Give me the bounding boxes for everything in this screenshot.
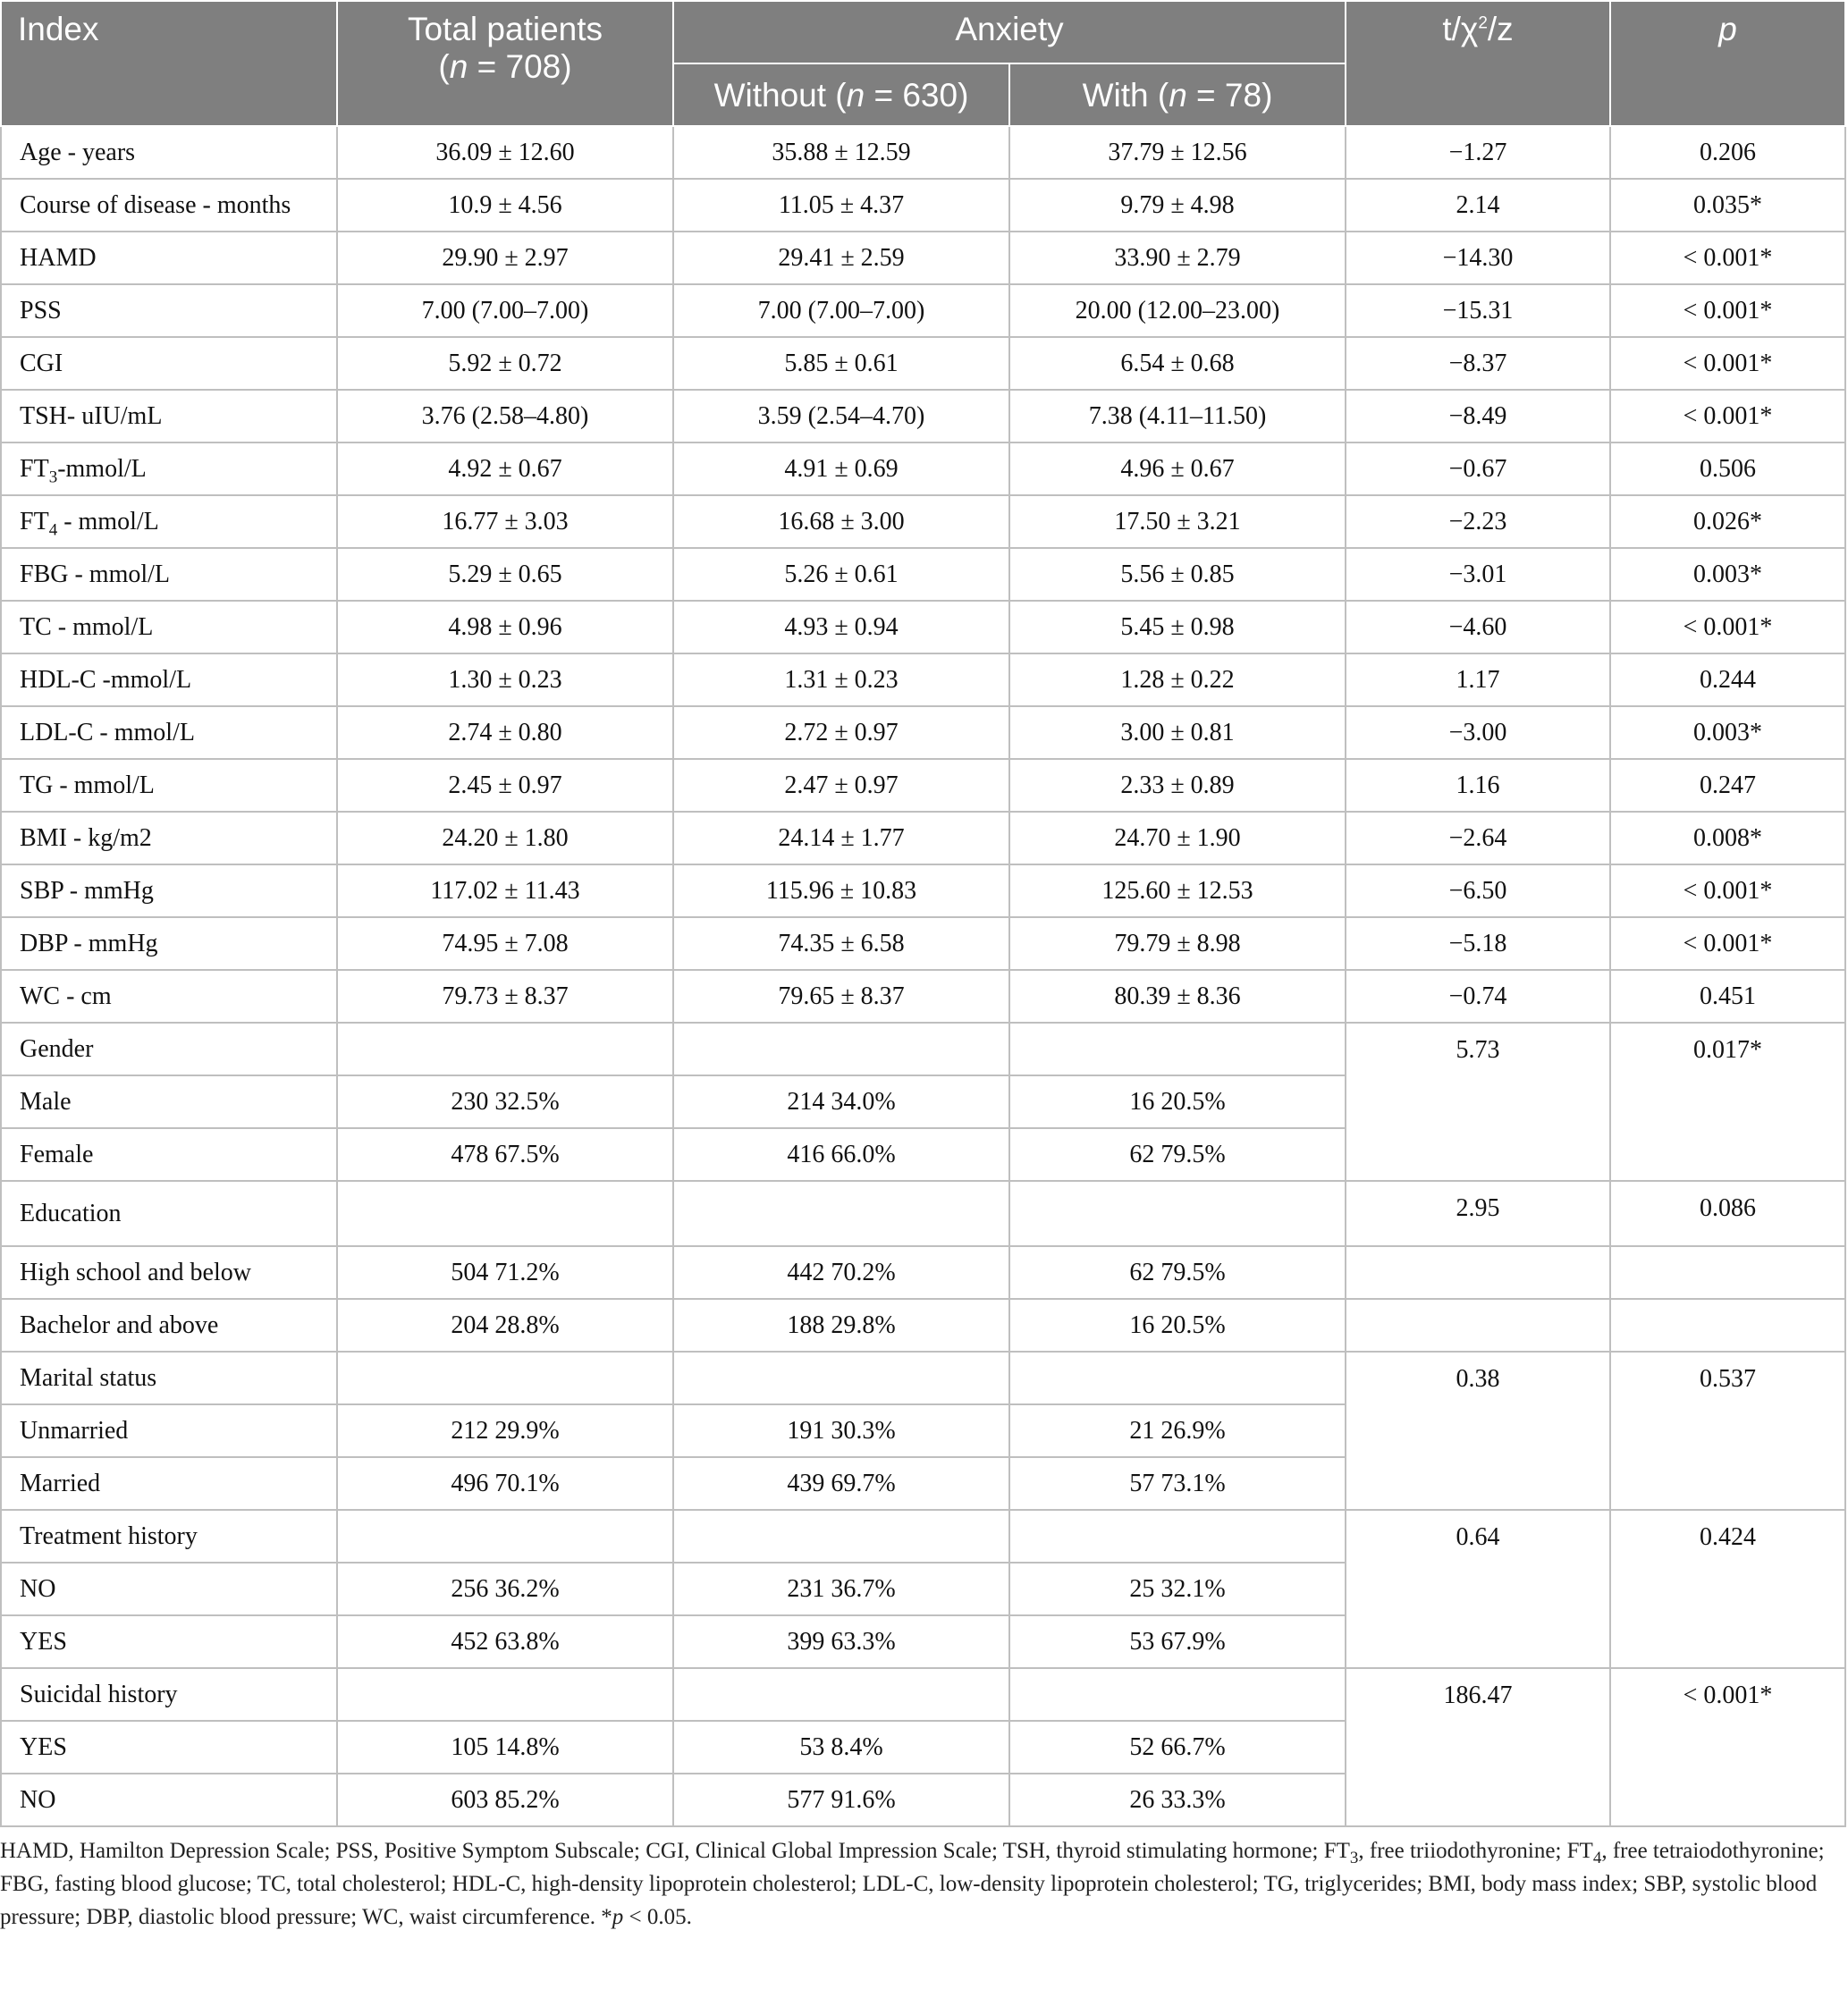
- header-total-count: = 708): [468, 48, 572, 85]
- row-label-post: - mmol/L: [57, 507, 159, 535]
- group-row: [1, 1668, 1845, 1721]
- cell-p-value: 0.003*: [1610, 548, 1845, 601]
- cell-without: 7.00 (7.00–7.00): [673, 284, 1009, 337]
- cell-total: 10.9 ± 4.56: [337, 179, 673, 232]
- cell-with: 2.33 ± 0.89: [1009, 759, 1346, 812]
- cell-p-value: 0.017*: [1610, 1023, 1845, 1181]
- cell-without: 577 91.6%: [673, 1774, 1009, 1826]
- cell-p-value: 0.451: [1610, 970, 1845, 1023]
- cell-without: 35.88 ± 12.59: [673, 126, 1009, 179]
- row-label: NO: [1, 1774, 337, 1826]
- row-label: YES: [1, 1615, 337, 1668]
- table-row: [1, 812, 1845, 864]
- cell-without: 53 8.4%: [673, 1721, 1009, 1774]
- header-without: [673, 63, 1009, 126]
- cell-with: 16 20.5%: [1009, 1075, 1346, 1128]
- cell-without: 16.68 ± 3.00: [673, 495, 1009, 548]
- row-label: BMI - kg/m2: [1, 812, 337, 864]
- cell-statistic: −6.50: [1346, 864, 1610, 917]
- row-label: FBG - mmol/L: [1, 548, 337, 601]
- cell-with: [1009, 1181, 1346, 1246]
- cell-with: [1009, 1668, 1346, 1721]
- cell-total: 117.02 ± 11.43: [337, 864, 673, 917]
- row-label: [1, 442, 337, 495]
- cell-with: 57 73.1%: [1009, 1457, 1346, 1510]
- cell-with: 62 79.5%: [1009, 1128, 1346, 1181]
- cell-total: 230 32.5%: [337, 1075, 673, 1128]
- header-total-patients: Total patients (n = 708): [337, 1, 673, 126]
- table-row: [1, 970, 1845, 1023]
- header-with: [1009, 63, 1346, 126]
- cell-with: 5.56 ± 0.85: [1009, 548, 1346, 601]
- cell-without: 4.91 ± 0.69: [673, 442, 1009, 495]
- cell-statistic: −2.23: [1346, 495, 1610, 548]
- table-header: [1, 1, 1845, 126]
- table-row: [1, 917, 1845, 970]
- group-label: Suicidal history: [1, 1668, 337, 1721]
- cell-total: 16.77 ± 3.03: [337, 495, 673, 548]
- table-footnote: [0, 1827, 1844, 1934]
- cell-total: 256 36.2%: [337, 1563, 673, 1615]
- cell-with: [1009, 1352, 1346, 1404]
- cell-without: [673, 1510, 1009, 1563]
- table-row: [1, 864, 1845, 917]
- footnote-part2: , free triiodothyronine; FT: [1358, 1839, 1593, 1863]
- row-label: Age - years: [1, 126, 337, 179]
- cell-p-value: < 0.001*: [1610, 917, 1845, 970]
- cell-total: 79.73 ± 8.37: [337, 970, 673, 1023]
- cell-with: 62 79.5%: [1009, 1246, 1346, 1299]
- cell-total: 504 71.2%: [337, 1246, 673, 1299]
- cell-total: [337, 1181, 673, 1246]
- cell-statistic: 2.14: [1346, 179, 1610, 232]
- cell-statistic: −15.31: [1346, 284, 1610, 337]
- row-label: LDL-C - mmol/L: [1, 706, 337, 759]
- cell-total: 212 29.9%: [337, 1404, 673, 1457]
- group-row: [1, 1510, 1845, 1563]
- table-body: [1, 126, 1845, 1826]
- cell-statistic: 0.64: [1346, 1510, 1610, 1668]
- cell-total: 4.98 ± 0.96: [337, 601, 673, 653]
- cell-statistic: 2.95: [1346, 1181, 1610, 1246]
- cell-total: 204 28.8%: [337, 1299, 673, 1352]
- cell-statistic: [1346, 1299, 1610, 1352]
- header-with-n: n: [1169, 77, 1187, 114]
- table-row: [1, 548, 1845, 601]
- header-p-label: p: [1718, 11, 1737, 47]
- cell-without: 399 63.3%: [673, 1615, 1009, 1668]
- cell-without: 74.35 ± 6.58: [673, 917, 1009, 970]
- cell-p-value: 0.537: [1610, 1352, 1845, 1510]
- row-label: Male: [1, 1075, 337, 1128]
- cell-p-value: 0.003*: [1610, 706, 1845, 759]
- footnote-part4: < 0.05.: [623, 1905, 692, 1929]
- cell-p-value: 0.086: [1610, 1181, 1845, 1246]
- cell-with: 33.90 ± 2.79: [1009, 232, 1346, 284]
- cell-without: 2.72 ± 0.97: [673, 706, 1009, 759]
- row-label: High school and below: [1, 1246, 337, 1299]
- cell-without: 214 34.0%: [673, 1075, 1009, 1128]
- row-label: DBP - mmHg: [1, 917, 337, 970]
- footnote-sub1: 3: [1349, 1849, 1359, 1867]
- header-stat-sup: 2: [1478, 13, 1488, 33]
- cell-statistic: 186.47: [1346, 1668, 1610, 1826]
- cell-statistic: −4.60: [1346, 601, 1610, 653]
- cell-statistic: 1.16: [1346, 759, 1610, 812]
- cell-p-value: < 0.001*: [1610, 232, 1845, 284]
- cell-p-value: < 0.001*: [1610, 337, 1845, 390]
- group-label: Gender: [1, 1023, 337, 1075]
- row-label: NO: [1, 1563, 337, 1615]
- cell-without: 5.26 ± 0.61: [673, 548, 1009, 601]
- cell-statistic: [1346, 1246, 1610, 1299]
- cell-total: 603 85.2%: [337, 1774, 673, 1826]
- cell-p-value: < 0.001*: [1610, 1668, 1845, 1826]
- header-stat-post: /z: [1487, 11, 1514, 47]
- table-row: [1, 126, 1845, 179]
- cell-total: 452 63.8%: [337, 1615, 673, 1668]
- table-row: [1, 337, 1845, 390]
- row-label-sub: 4: [48, 520, 58, 540]
- row-label: [1, 495, 337, 548]
- group-row: [1, 1181, 1845, 1246]
- cell-without: 11.05 ± 4.37: [673, 179, 1009, 232]
- cell-without: 439 69.7%: [673, 1457, 1009, 1510]
- cell-without: 188 29.8%: [673, 1299, 1009, 1352]
- cell-without: 442 70.2%: [673, 1246, 1009, 1299]
- cell-with: 3.00 ± 0.81: [1009, 706, 1346, 759]
- cell-total: 7.00 (7.00–7.00): [337, 284, 673, 337]
- header-without-n: n: [846, 77, 865, 114]
- group-label: Treatment history: [1, 1510, 337, 1563]
- cell-p-value: 0.506: [1610, 442, 1845, 495]
- row-label: HDL-C -mmol/L: [1, 653, 337, 706]
- cell-without: [673, 1352, 1009, 1404]
- header-without-pre: Without (: [713, 77, 847, 114]
- cell-with: 7.38 (4.11–11.50): [1009, 390, 1346, 442]
- cell-with: 16 20.5%: [1009, 1299, 1346, 1352]
- header-with-count: = 78): [1186, 77, 1273, 114]
- cell-p-value: 0.035*: [1610, 179, 1845, 232]
- cell-total: 36.09 ± 12.60: [337, 126, 673, 179]
- cell-statistic: −8.37: [1346, 337, 1610, 390]
- cell-p-value: < 0.001*: [1610, 390, 1845, 442]
- footnote-part1: HAMD, Hamilton Depression Scale; PSS, Positive Symptom Subscale; CGI, Clinical Global Impression Scale; TSH, thyroid stimulating hormone; FT: [0, 1839, 1350, 1863]
- cell-p-value: 0.206: [1610, 126, 1845, 179]
- cell-without: [673, 1668, 1009, 1721]
- cell-with: 20.00 (12.00–23.00): [1009, 284, 1346, 337]
- row-label: TC - mmol/L: [1, 601, 337, 653]
- cell-total: 24.20 ± 1.80: [337, 812, 673, 864]
- group-label: Education: [1, 1181, 337, 1246]
- header-index: Index: [1, 1, 337, 126]
- group-row: [1, 1352, 1845, 1404]
- cell-without: [673, 1181, 1009, 1246]
- row-label: HAMD: [1, 232, 337, 284]
- row-label-pre: FT: [20, 454, 49, 483]
- cell-p-value: 0.247: [1610, 759, 1845, 812]
- table-row: [1, 601, 1845, 653]
- table-row: [1, 390, 1845, 442]
- cell-p-value: < 0.001*: [1610, 864, 1845, 917]
- cell-with: 5.45 ± 0.98: [1009, 601, 1346, 653]
- cell-with: [1009, 1510, 1346, 1563]
- cell-with: 26 33.3%: [1009, 1774, 1346, 1826]
- table-row: [1, 495, 1845, 548]
- cell-total: 496 70.1%: [337, 1457, 673, 1510]
- cell-with: 53 67.9%: [1009, 1615, 1346, 1668]
- footnote-part3: , free tetraiodothyronine; FBG, fasting blood glucose; TC, total cholesterol; HDL-C, high-density lipoprotein cholesterol; LDL-C, low-density lipoprotein cholesterol; TG, triglycerides; BMI, body mass index; SBP, systolic blood pressure; DBP, diastolic blood pressure; WC, waist circumference. *: [0, 1839, 1825, 1929]
- header-with-pre: With (: [1082, 77, 1169, 114]
- row-label-post: -mmol/L: [57, 454, 147, 483]
- row-label: Course of disease - months: [1, 179, 337, 232]
- cell-statistic: −3.00: [1346, 706, 1610, 759]
- table-row: [1, 179, 1845, 232]
- row-label: Female: [1, 1128, 337, 1181]
- cell-statistic: −8.49: [1346, 390, 1610, 442]
- cell-with: 17.50 ± 3.21: [1009, 495, 1346, 548]
- cell-p-value: < 0.001*: [1610, 601, 1845, 653]
- cell-statistic: −5.18: [1346, 917, 1610, 970]
- row-label: YES: [1, 1721, 337, 1774]
- header-p: [1610, 1, 1845, 126]
- cell-statistic: −0.67: [1346, 442, 1610, 495]
- cell-without: 24.14 ± 1.77: [673, 812, 1009, 864]
- cell-total: [337, 1352, 673, 1404]
- cell-total: 2.74 ± 0.80: [337, 706, 673, 759]
- cell-statistic: −0.74: [1346, 970, 1610, 1023]
- cell-total: 74.95 ± 7.08: [337, 917, 673, 970]
- cell-total: [337, 1510, 673, 1563]
- cell-total: 2.45 ± 0.97: [337, 759, 673, 812]
- cell-without: 4.93 ± 0.94: [673, 601, 1009, 653]
- cell-without: 29.41 ± 2.59: [673, 232, 1009, 284]
- cell-p-value: [1610, 1246, 1845, 1299]
- cell-total: 478 67.5%: [337, 1128, 673, 1181]
- row-label: SBP - mmHg: [1, 864, 337, 917]
- header-total-n: n: [449, 48, 468, 85]
- cell-with: [1009, 1023, 1346, 1075]
- cell-with: 79.79 ± 8.98: [1009, 917, 1346, 970]
- footnote-p: p: [612, 1905, 624, 1929]
- cell-with: 80.39 ± 8.36: [1009, 970, 1346, 1023]
- cell-statistic: 0.38: [1346, 1352, 1610, 1510]
- row-label-sub: 3: [48, 468, 58, 487]
- cell-total: 5.92 ± 0.72: [337, 337, 673, 390]
- table-row: [1, 284, 1845, 337]
- row-label: WC - cm: [1, 970, 337, 1023]
- group-row: [1, 1023, 1845, 1075]
- row-label: CGI: [1, 337, 337, 390]
- cell-without: 191 30.3%: [673, 1404, 1009, 1457]
- table-row: [1, 706, 1845, 759]
- cell-p-value: 0.026*: [1610, 495, 1845, 548]
- cell-p-value: [1610, 1299, 1845, 1352]
- cell-p-value: 0.424: [1610, 1510, 1845, 1668]
- cell-with: 9.79 ± 4.98: [1009, 179, 1346, 232]
- cell-total: [337, 1023, 673, 1075]
- cell-statistic: −1.27: [1346, 126, 1610, 179]
- cell-with: 25 32.1%: [1009, 1563, 1346, 1615]
- cell-total: 3.76 (2.58–4.80): [337, 390, 673, 442]
- cell-with: 6.54 ± 0.68: [1009, 337, 1346, 390]
- cell-with: 24.70 ± 1.90: [1009, 812, 1346, 864]
- cell-statistic: −14.30: [1346, 232, 1610, 284]
- table-row: [1, 442, 1845, 495]
- table-row: [1, 759, 1845, 812]
- row-label-pre: FT: [20, 507, 49, 535]
- cell-p-value: < 0.001*: [1610, 284, 1845, 337]
- cell-with: 4.96 ± 0.67: [1009, 442, 1346, 495]
- cell-total: 1.30 ± 0.23: [337, 653, 673, 706]
- cell-with: 37.79 ± 12.56: [1009, 126, 1346, 179]
- cell-without: [673, 1023, 1009, 1075]
- cell-total: 29.90 ± 2.97: [337, 232, 673, 284]
- cell-without: 115.96 ± 10.83: [673, 864, 1009, 917]
- row-label: PSS: [1, 284, 337, 337]
- cell-statistic: −2.64: [1346, 812, 1610, 864]
- cell-with: 1.28 ± 0.22: [1009, 653, 1346, 706]
- cell-total: 5.29 ± 0.65: [337, 548, 673, 601]
- cell-without: 1.31 ± 0.23: [673, 653, 1009, 706]
- cell-without: 416 66.0%: [673, 1128, 1009, 1181]
- cell-total: 4.92 ± 0.67: [337, 442, 673, 495]
- header-total-line1: Total patients: [407, 11, 603, 47]
- cell-without: 5.85 ± 0.61: [673, 337, 1009, 390]
- group-label: Marital status: [1, 1352, 337, 1404]
- table-row: [1, 1299, 1845, 1352]
- cell-statistic: 5.73: [1346, 1023, 1610, 1181]
- table-row: [1, 653, 1845, 706]
- header-statistic: [1346, 1, 1610, 126]
- footnote-sub2: 4: [1592, 1849, 1602, 1867]
- row-label: TSH- uIU/mL: [1, 390, 337, 442]
- cell-without: 79.65 ± 8.37: [673, 970, 1009, 1023]
- cell-statistic: 1.17: [1346, 653, 1610, 706]
- header-stat-pre: t/χ: [1442, 11, 1479, 47]
- cell-with: 125.60 ± 12.53: [1009, 864, 1346, 917]
- cell-without: 231 36.7%: [673, 1563, 1009, 1615]
- header-anxiety: Anxiety: [673, 1, 1346, 63]
- row-label: Unmarried: [1, 1404, 337, 1457]
- cell-with: 52 66.7%: [1009, 1721, 1346, 1774]
- cell-total: [337, 1668, 673, 1721]
- header-without-count: = 630): [865, 77, 969, 114]
- row-label: Bachelor and above: [1, 1299, 337, 1352]
- cell-without: 2.47 ± 0.97: [673, 759, 1009, 812]
- cell-with: 21 26.9%: [1009, 1404, 1346, 1457]
- cell-statistic: −3.01: [1346, 548, 1610, 601]
- row-label: TG - mmol/L: [1, 759, 337, 812]
- table-row: [1, 1246, 1845, 1299]
- table-row: [1, 232, 1845, 284]
- cell-without: 3.59 (2.54–4.70): [673, 390, 1009, 442]
- cell-total: 105 14.8%: [337, 1721, 673, 1774]
- cell-p-value: 0.244: [1610, 653, 1845, 706]
- row-label: Married: [1, 1457, 337, 1510]
- cell-p-value: 0.008*: [1610, 812, 1845, 864]
